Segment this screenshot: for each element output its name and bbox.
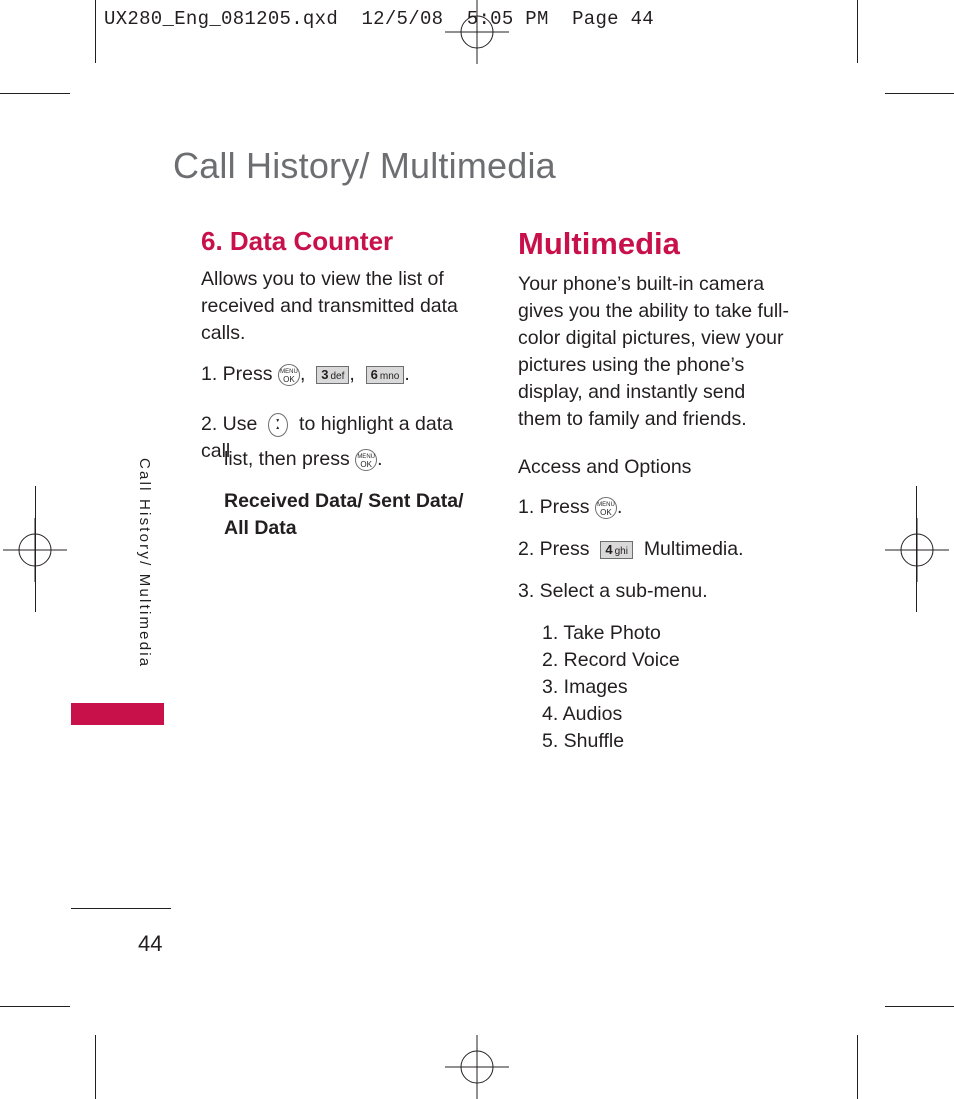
list-item: 1. Take Photo: [542, 622, 661, 644]
key-4-icon: 4 ghi: [600, 541, 633, 559]
key-6-icon: 6 mno: [366, 366, 405, 384]
page-number: 44: [138, 931, 163, 956]
registration-mark-icon: [885, 518, 949, 582]
crop-mark: [857, 1035, 858, 1099]
data-counter-description: Allows you to view the list of received and transmitted data calls.: [201, 268, 458, 344]
crop-mark: [95, 1035, 96, 1099]
step-2-middle: to highlight a data call: [201, 413, 453, 462]
footer-rule: [71, 908, 171, 909]
sidebar-section-label: Call History/ Multimedia: [136, 458, 153, 669]
crop-mark: [885, 1006, 954, 1007]
data-counter-options: Received Data/ Sent Data/ All Data: [224, 490, 464, 539]
data-counter-step-2-cont: list, then press MENU OK .: [224, 448, 383, 470]
navigation-key-icon: [268, 413, 288, 437]
print-slug: UX280_Eng_081205.qxd 12/5/08 5:05 PM Page 44: [104, 8, 654, 30]
step-1-prefix: 1. Press: [201, 363, 273, 385]
multimedia-heading: Multimedia: [518, 226, 680, 261]
step-2-suffix: list, then press: [224, 448, 350, 470]
crop-mark: [857, 0, 858, 63]
crop-mark: [916, 486, 917, 612]
multimedia-menu-label: Multimedia: [643, 538, 739, 560]
data-counter-step-1: 1. Press MENU OK , 3 def , 6 mno .: [201, 363, 410, 385]
multimedia-step-2: 2. Press 4 ghi Multimedia.: [518, 538, 744, 560]
list-item: 5. Shuffle: [542, 730, 625, 752]
crop-mark: [0, 93, 70, 94]
page-title: Call History/ Multimedia: [173, 145, 556, 186]
key-3-icon: 3 def: [316, 366, 349, 384]
data-counter-heading: 6. Data Counter: [201, 226, 394, 256]
multimedia-step-3: 3. Select a sub-menu.: [518, 580, 708, 602]
crop-mark: [885, 93, 954, 94]
crop-mark: [95, 0, 96, 63]
crop-mark: [0, 1006, 70, 1007]
list-item: 4. Audios: [542, 703, 623, 725]
registration-mark-icon: [445, 1035, 509, 1099]
menu-ok-key-icon: MENU OK: [355, 449, 377, 471]
list-item: 2. Record Voice: [542, 649, 680, 671]
menu-ok-key-icon: MENU OK: [595, 497, 617, 519]
access-options-heading: Access and Options: [518, 456, 692, 478]
multimedia-step-1: 1. Press MENU OK .: [518, 496, 623, 518]
multimedia-description: Your phone’s built-in camera gives you the ability to take full-color digital pictures, view your pictures using the phone’s display, and instantly send them to family and friends.: [518, 273, 789, 430]
crop-mark: [35, 486, 36, 612]
submenu-list: [542, 620, 680, 755]
list-item: 3. Images: [542, 676, 628, 698]
sidebar-tab-bar: [71, 703, 164, 725]
registration-mark-icon: [445, 0, 509, 64]
menu-ok-key-icon: MENU OK: [278, 364, 300, 386]
step-2-prefix: 2. Use: [201, 413, 258, 435]
